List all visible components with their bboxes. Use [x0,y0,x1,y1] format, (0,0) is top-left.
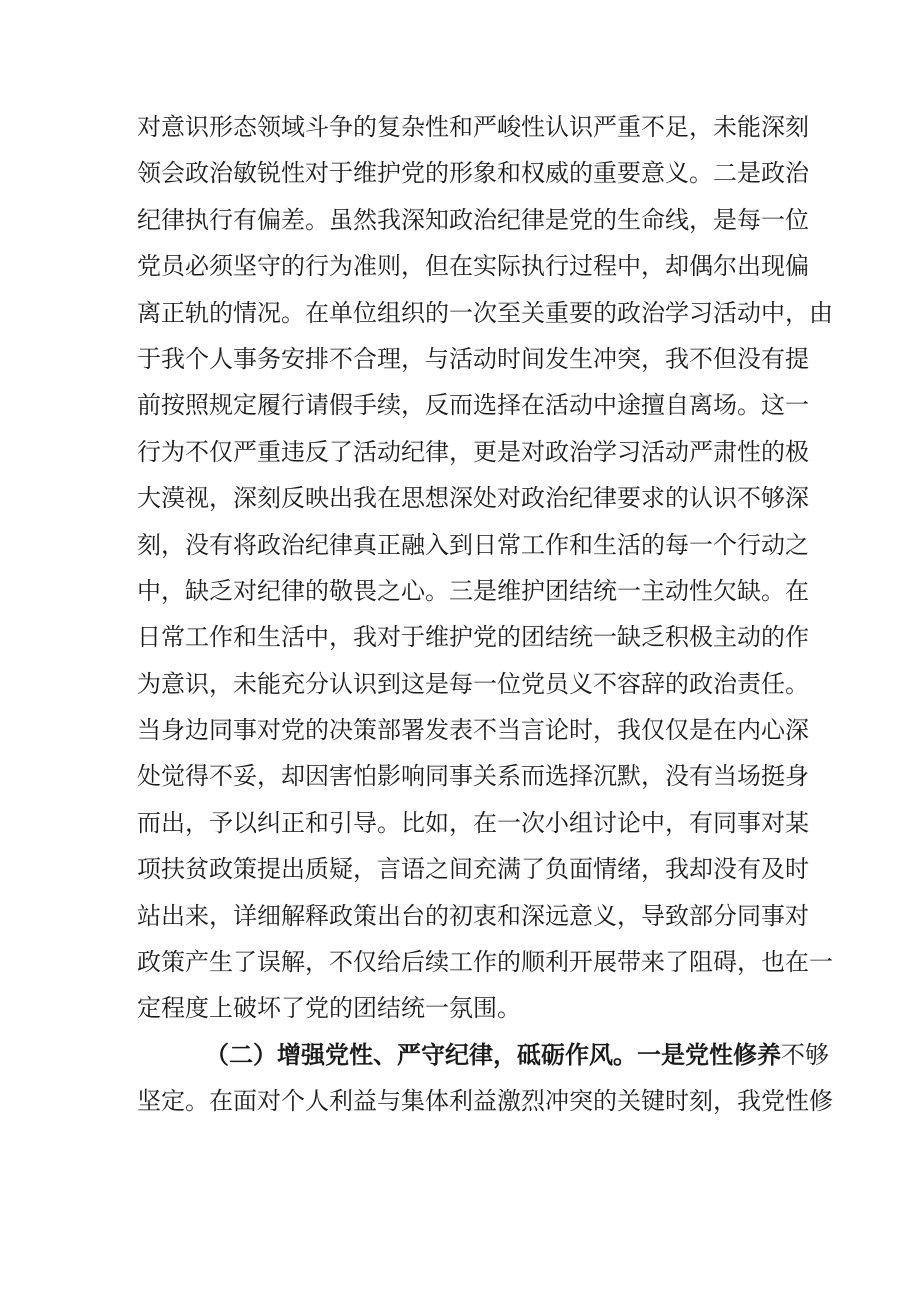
text-line: 定程度上破坏了党的团结统一氛围。 [137,994,521,1023]
text-line: 而出，予以纠正和引导。比如，在一次小组讨论中，有同事对某 [137,808,809,837]
text-line: 党员必须坚守的行为准则，但在实际执行过程中，却偶尔出现偏 [137,252,809,281]
section-subpoint-heading: 一是党性修养 [637,1039,781,1069]
text-line: 行为不仅严重违反了活动纪律，更是对政治学习活动严肃性的极 [137,437,809,466]
text-line: 离正轨的情况。在单位组织的一次至关重要的政治学习活动中，由 [137,298,833,327]
text-line: 大漠视，深刻反映出我在思想深处对政治纪律要求的认识不够深 [137,484,809,513]
text-line: 政策产生了误解，不仅给后续工作的顺利开展带来了阻碍，也在一 [137,948,833,977]
text-line: 坚定。在面对个人利益与集体利益激烈冲突的关键时刻，我党性修 [137,1087,833,1116]
text-line: 当身边同事对党的决策部署发表不当言论时，我仅仅是在内心深 [137,716,809,745]
text-line: 为意识，未能充分认识到这是每一位党员义不容辞的政治责任。 [137,669,809,698]
body-text [137,104,833,1125]
text-line: 前按照规定履行请假手续，反而选择在活动中途擅自离场。这一 [137,391,809,420]
section-heading: （二）增强党性、严守纪律，砥砺作风。 [205,1039,637,1069]
text-line: 日常工作和生活中，我对于维护党的团结统一缺乏积极主动的作 [137,623,809,652]
text-line: 站出来，详细解释政策出台的初衷和深远意义，导致部分同事对 [137,901,809,930]
text-line: 领会政治敏锐性对于维护党的形象和权威的重要意义。二是政治 [137,159,809,188]
section-line-tail: 不够 [781,1040,829,1069]
section-heading-line [137,1032,829,1078]
text-line: 中，缺乏对纪律的敬畏之心。三是维护团结统一主动性欠缺。在 [137,576,809,605]
text-line: 于我个人事务安排不合理，与活动时间发生冲突，我不但没有提 [137,344,809,373]
text-line: 对意识形态领域斗争的复杂性和严峻性认识严重不足，未能深刻 [137,113,809,141]
text-line: 处觉得不妥，却因害怕影响同事关系而选择沉默，没有当场挺身 [137,762,809,791]
text-line: 项扶贫政策提出质疑，言语之间充满了负面情绪，我却没有及时 [137,855,809,884]
text-line: 纪律执行有偏差。虽然我深知政治纪律是党的生命线，是每一位 [137,205,809,234]
text-line: 刻，没有将政治纪律真正融入到日常工作和生活的每一个行动之 [137,530,809,559]
